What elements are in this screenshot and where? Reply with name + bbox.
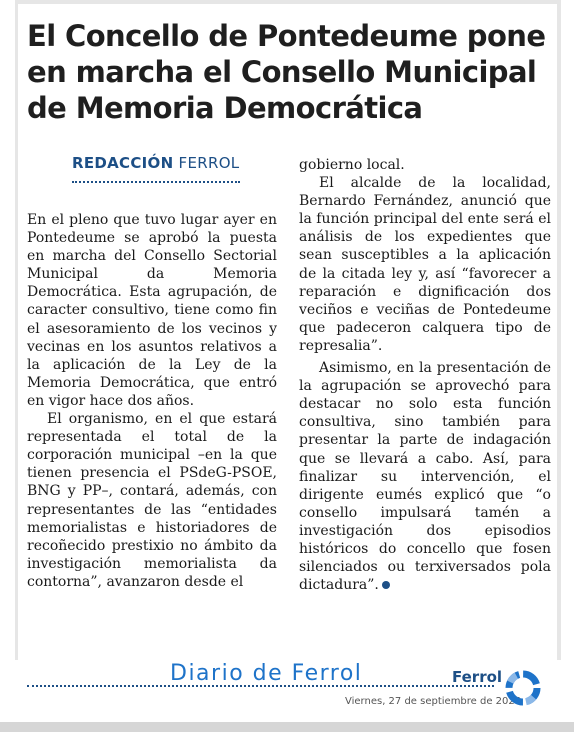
- byline: [72, 154, 239, 172]
- article-column-1: [27, 211, 277, 591]
- byline-author: REDACCIÓN: [72, 154, 174, 172]
- newspaper-name: Diario de Ferrol: [170, 661, 363, 686]
- diario-logo-icon: [503, 668, 543, 708]
- article-paragraph: En el pleno que tuvo lugar ayer en Pontedeume se aprobó la puesta en marcha del Consello Sectorial Municipal da Memoria Democrática. Esta agrupación, de caracter consultivo, tiene como fin el asesoramiento de los vecinos y vecinas en los asuntos relativos a la aplicación de la Ley de la Memoria Democrática, que entró en vigor hace dos años.: [27, 212, 277, 409]
- bullet-icon: [382, 581, 390, 589]
- page-border-top: [15, 0, 560, 4]
- article-paragraph-continuation: gobierno local.: [299, 157, 405, 173]
- footer-divider: [27, 685, 494, 687]
- byline-divider: [72, 181, 240, 183]
- article-paragraph: El alcalde de la localidad, Bernardo Fernández, anunció que la función principal del ente será el análisis de los expedientes que sean susceptibles a la aplicación de la citada ley y, así “favorecer a reparación e dignificación dos veciños e veciñas de Pontedeume que padeceron calquera tipo de represalia”.: [299, 175, 551, 354]
- bottom-bar: [0, 722, 574, 732]
- article-paragraph: El organismo, en el que estará representada el total de la corporación municipal –en la que tienen presencia el PSdeG-PSOE, BNG y PP–, contará, además, con representantes de las “entidades memorialistas e historiadores de recoñecido prestixio no ámbito da investigación memorialista da contorna”, avanzaron desde el: [27, 411, 277, 590]
- section-name: Ferrol: [452, 668, 503, 686]
- headline: El Concello de Pontedeume pone en marcha el Consello Municipal de Memoria Democrática: [27, 19, 546, 125]
- article-column-2: [299, 156, 551, 594]
- page-border-left: [15, 0, 18, 660]
- article-paragraph-text: Asimismo, en la presentación de la agrupación se aprovechó para destacar no solo esta función consultiva, sino también para presentar la parte de indagación que se llevará a cabo. Así, para finalizar su intervención, el dirigente eumés explicó que “o consello impulsará tamén a investigación dos episodios históricos do concello que fosen silenciados ou terxiversados pola dictadura”.: [299, 360, 551, 594]
- publication-date: Viernes, 27 de septiembre de 2024: [345, 696, 522, 707]
- page-border-right: [557, 0, 561, 660]
- byline-location: FERROL: [178, 154, 240, 172]
- article-paragraph: [299, 359, 551, 594]
